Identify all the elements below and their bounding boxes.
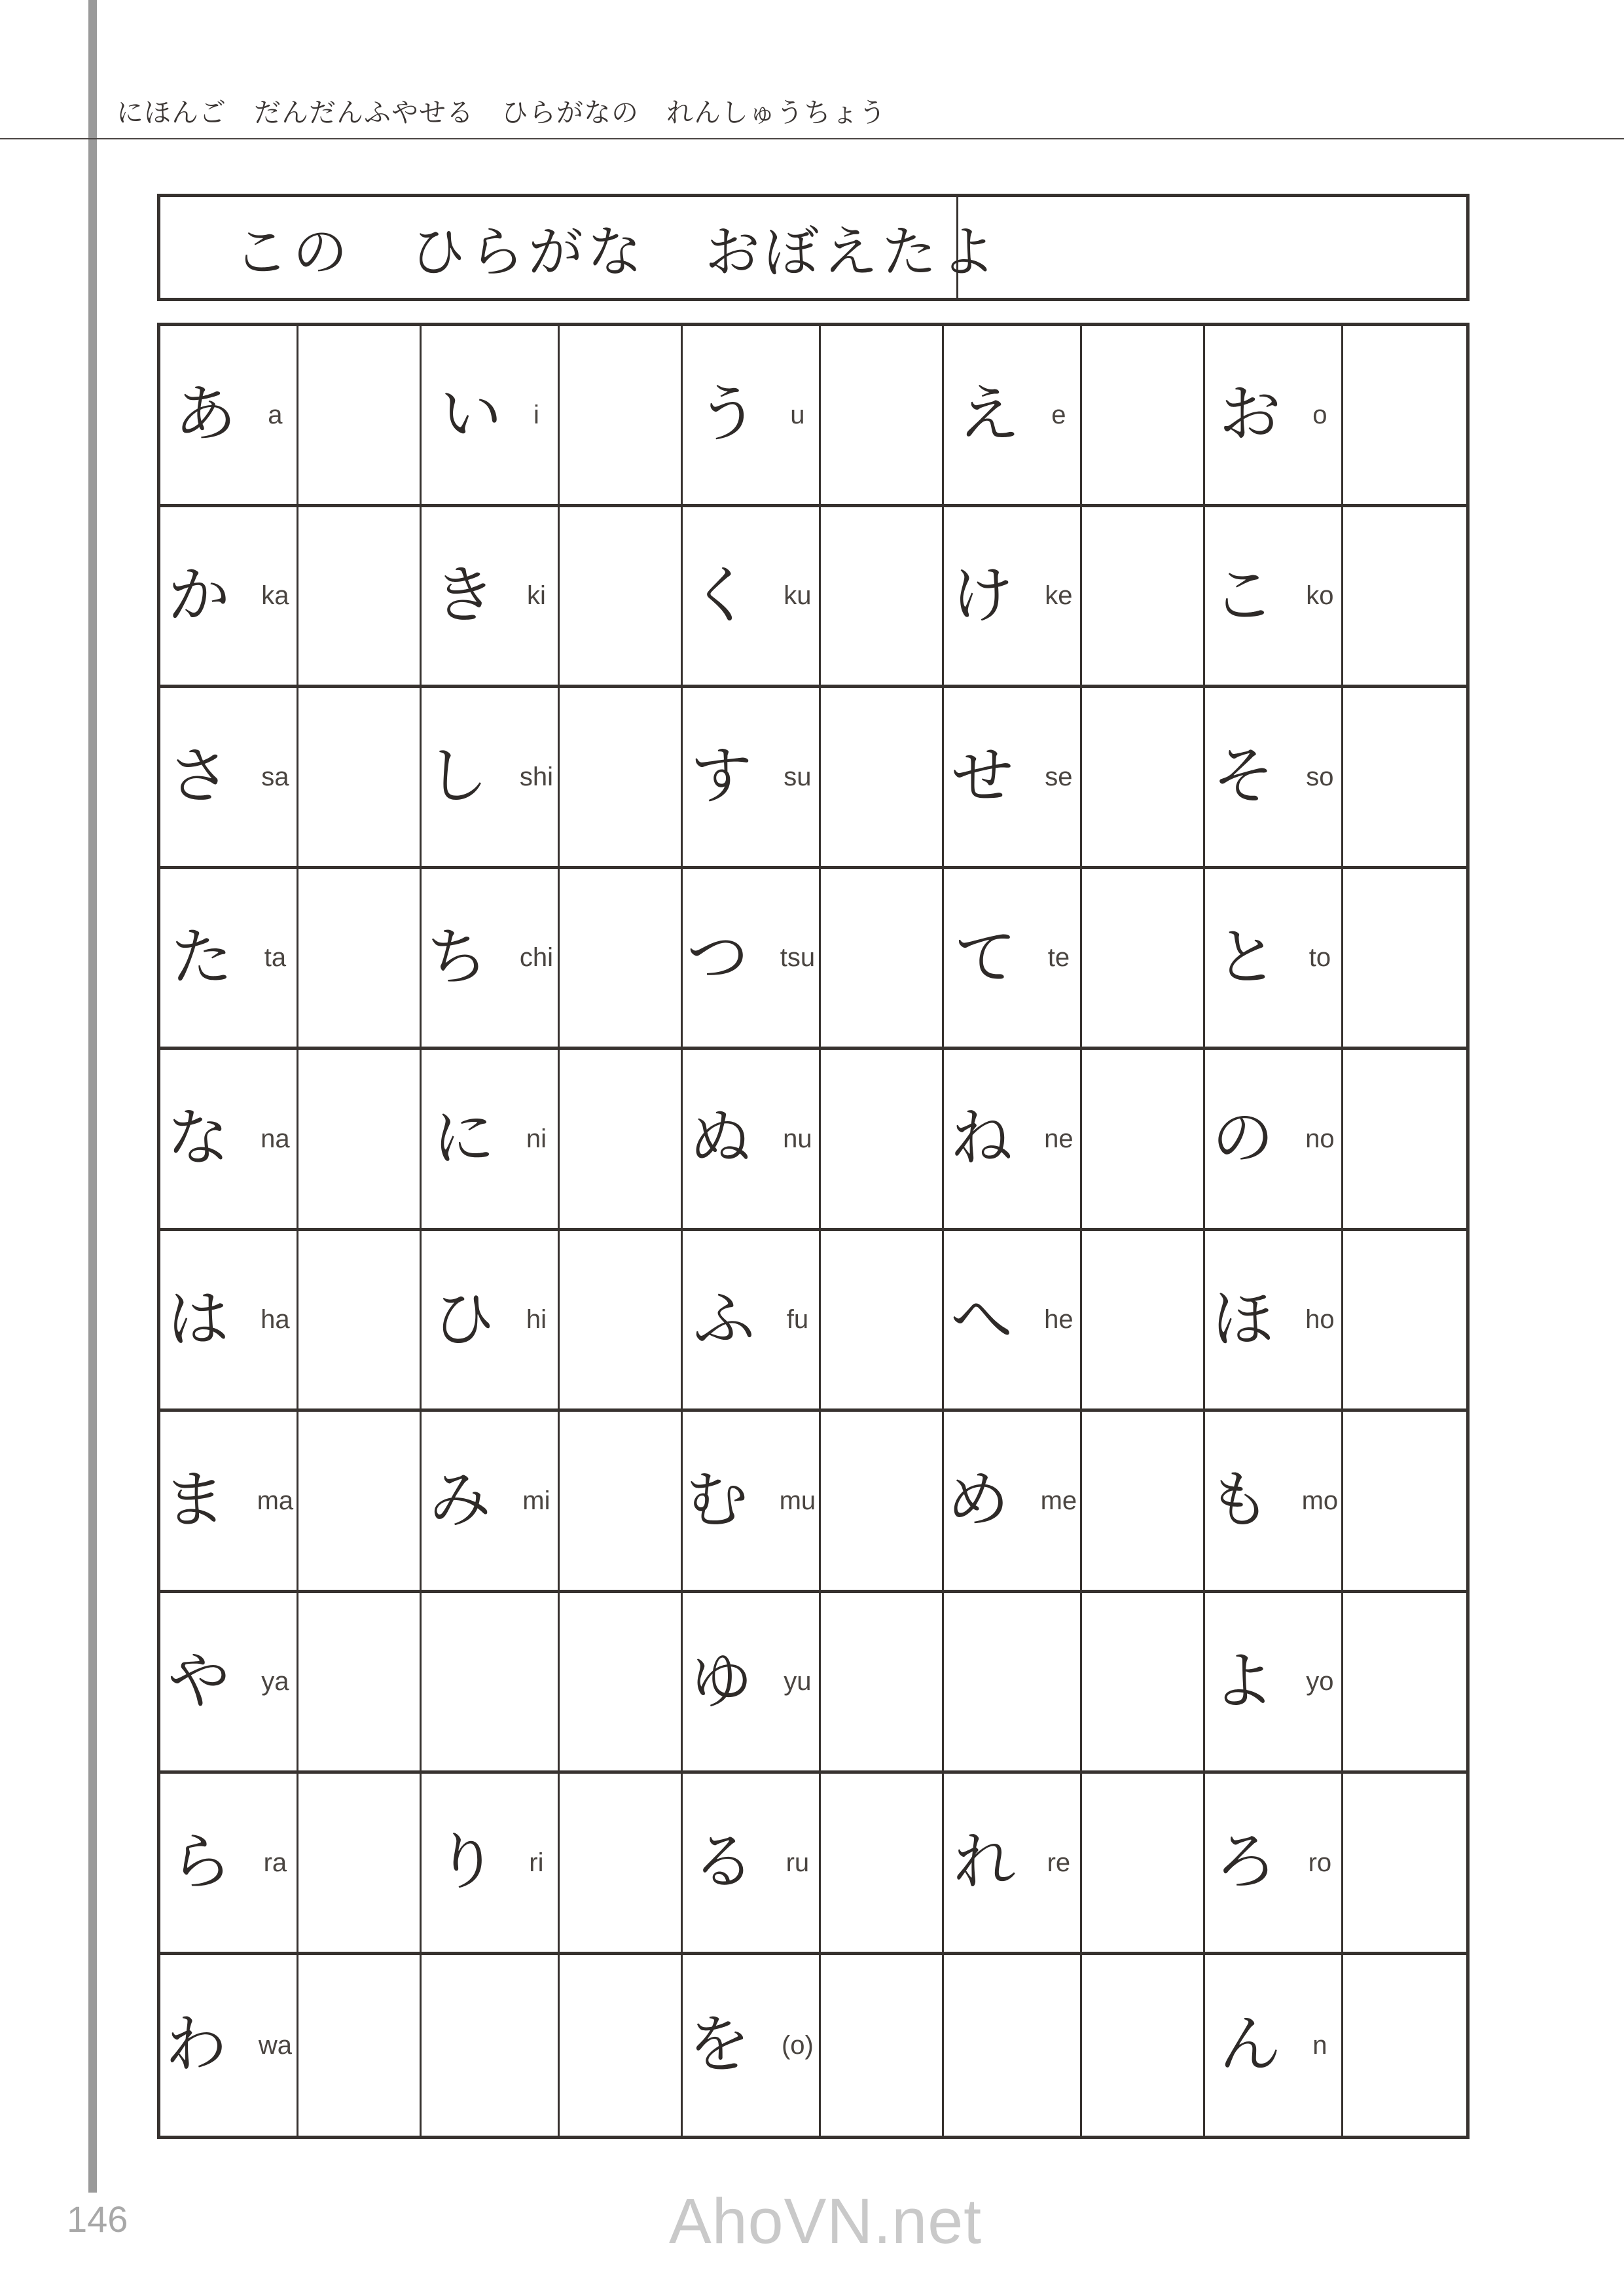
kana-cell	[683, 326, 821, 504]
kana-glyph: ろ	[1214, 1826, 1277, 1899]
romaji-label: ro	[1308, 1848, 1332, 1877]
kana-cell	[422, 1231, 560, 1409]
grid-row	[160, 1955, 1466, 2136]
romaji-label: o	[1312, 400, 1327, 429]
practice-cell	[560, 1955, 683, 2136]
practice-cell	[298, 869, 422, 1047]
kana-cell	[160, 1050, 298, 1228]
kana-cell	[944, 688, 1082, 866]
practice-cell	[1082, 869, 1205, 1047]
kana-cell	[160, 1955, 298, 2136]
kana-glyph: あ	[174, 378, 237, 451]
page-number: 146	[67, 2198, 128, 2240]
romaji-label: tsu	[780, 943, 816, 973]
kana-glyph: ほ	[1212, 1283, 1274, 1355]
kana-cell	[944, 326, 1082, 504]
kana-glyph: ぬ	[689, 1102, 752, 1175]
romaji-label: mo	[1301, 1486, 1339, 1515]
practice-cell	[298, 1412, 422, 1590]
romaji-label: ra	[263, 1848, 287, 1877]
kana-glyph: の	[1212, 1102, 1274, 1175]
practice-cell	[560, 326, 683, 504]
practice-cell	[1343, 1955, 1466, 2136]
practice-cell	[298, 1593, 422, 1771]
practice-cell	[560, 507, 683, 685]
kana-glyph: め	[947, 1464, 1009, 1537]
kana-cell	[683, 1774, 821, 1952]
grid-row	[160, 869, 1466, 1050]
kana-glyph: よ	[1212, 1645, 1275, 1717]
grid-row	[160, 507, 1466, 689]
romaji-label: ni	[526, 1124, 547, 1153]
kana-glyph: ふ	[693, 1283, 755, 1355]
practice-cell	[560, 1231, 683, 1409]
romaji-label: re	[1047, 1848, 1071, 1877]
romaji-label: ka	[261, 581, 289, 611]
practice-cell	[821, 507, 944, 685]
romaji-label: se	[1045, 762, 1073, 791]
kana-cell	[422, 869, 560, 1047]
romaji-label: chi	[519, 943, 553, 973]
romaji-label: yo	[1306, 1667, 1334, 1696]
romaji-label: ma	[257, 1486, 294, 1515]
kana-cell	[160, 688, 298, 866]
practice-cell	[1343, 869, 1466, 1047]
kana-glyph: る	[692, 1826, 755, 1899]
kana-cell	[160, 1412, 298, 1590]
romaji-label: na	[261, 1124, 290, 1153]
practice-cell	[821, 1774, 944, 1952]
practice-cell	[1082, 1050, 1205, 1228]
practice-cell	[821, 1593, 944, 1771]
romaji-label: fu	[786, 1305, 809, 1335]
romaji-label: he	[1044, 1305, 1074, 1335]
practice-cell	[1082, 1774, 1205, 1952]
kana-cell	[683, 688, 821, 866]
kana-glyph: り	[435, 1826, 498, 1899]
grid-row	[160, 326, 1466, 507]
left-margin-bar	[88, 0, 97, 2193]
kana-cell	[683, 1955, 821, 2136]
kana-cell	[160, 869, 298, 1047]
kana-glyph: ゆ	[690, 1645, 753, 1717]
romaji-label: ko	[1306, 581, 1334, 611]
romaji-label: yu	[784, 1667, 812, 1696]
kana-glyph: と	[1215, 921, 1278, 994]
empty-kana-cell	[422, 1955, 560, 2136]
header-divider-rule	[0, 138, 1624, 139]
kana-cell	[160, 1231, 298, 1409]
kana-cell	[422, 1774, 560, 1952]
kana-cell	[422, 507, 560, 685]
kana-cell	[160, 1593, 298, 1771]
kana-grid	[157, 323, 1470, 2139]
practice-cell	[560, 688, 683, 866]
kana-glyph: ら	[170, 1826, 232, 1899]
kana-glyph: た	[170, 921, 233, 994]
romaji-label: me	[1040, 1486, 1077, 1515]
kana-cell	[1205, 688, 1343, 866]
kana-glyph: ん	[1219, 2009, 1282, 2081]
kana-glyph: は	[167, 1283, 230, 1355]
kana-cell	[1205, 1050, 1343, 1228]
practice-cell	[821, 326, 944, 504]
romaji-label: su	[784, 762, 812, 791]
romaji-label: sa	[261, 762, 289, 791]
kana-cell	[1205, 1412, 1343, 1590]
practice-cell	[1082, 507, 1205, 685]
romaji-label: ri	[529, 1848, 544, 1877]
kana-cell	[422, 326, 560, 504]
practice-cell	[1082, 326, 1205, 504]
romaji-label: ta	[264, 943, 287, 973]
romaji-label: mu	[779, 1486, 816, 1515]
empty-kana-cell	[944, 1593, 1082, 1771]
grid-row	[160, 1593, 1466, 1774]
kana-cell	[1205, 507, 1343, 685]
practice-cell	[298, 507, 422, 685]
practice-cell	[821, 1955, 944, 2136]
kana-cell	[160, 507, 298, 685]
kana-glyph: に	[432, 1102, 495, 1175]
romaji-label: ha	[261, 1305, 290, 1335]
kana-glyph: ま	[163, 1464, 226, 1537]
practice-cell	[1082, 1231, 1205, 1409]
practice-cell	[821, 869, 944, 1047]
kana-glyph: へ	[950, 1283, 1013, 1355]
kana-cell	[1205, 1955, 1343, 2136]
kana-cell	[1205, 1231, 1343, 1409]
kana-glyph: ね	[950, 1102, 1013, 1175]
romaji-label: ku	[784, 581, 812, 611]
kana-cell	[422, 688, 560, 866]
romaji-label: ke	[1045, 581, 1073, 611]
kana-cell	[683, 507, 821, 685]
grid-row	[160, 1231, 1466, 1412]
practice-cell	[1343, 507, 1466, 685]
romaji-label: (o)	[781, 2030, 814, 2060]
romaji-label: ho	[1305, 1305, 1335, 1335]
kana-cell	[422, 1050, 560, 1228]
kana-glyph: け	[951, 559, 1014, 632]
kana-glyph: せ	[951, 740, 1014, 813]
practice-cell	[1082, 1593, 1205, 1771]
kana-cell	[1205, 1593, 1343, 1771]
practice-cell	[821, 1050, 944, 1228]
kana-cell	[1205, 326, 1343, 504]
romaji-label: so	[1306, 762, 1334, 791]
watermark: AhoVN.net	[669, 2185, 983, 2257]
romaji-label: to	[1308, 943, 1331, 973]
practice-cell	[560, 1593, 683, 1771]
kana-cell	[944, 1050, 1082, 1228]
practice-cell	[1343, 326, 1466, 504]
romaji-label: no	[1305, 1124, 1335, 1153]
kana-glyph: な	[167, 1102, 230, 1175]
practice-cell	[1343, 1774, 1466, 1952]
kana-glyph: き	[433, 559, 496, 632]
title-box-label: この ひらがな おぼえたよ	[234, 219, 1000, 284]
kana-glyph: こ	[1212, 559, 1275, 632]
kana-glyph: う	[696, 378, 759, 451]
kana-glyph: お	[1219, 378, 1282, 451]
grid-row	[160, 1050, 1466, 1231]
practice-cell	[1343, 688, 1466, 866]
practice-cell	[560, 869, 683, 1047]
practice-cell	[821, 688, 944, 866]
romaji-label: ya	[261, 1667, 289, 1696]
kana-glyph: ち	[425, 921, 488, 994]
kana-cell	[683, 1593, 821, 1771]
romaji-label: te	[1047, 943, 1070, 973]
kana-glyph: み	[429, 1464, 492, 1537]
kana-cell	[944, 1412, 1082, 1590]
kana-glyph: つ	[686, 921, 749, 994]
kana-cell	[944, 869, 1082, 1047]
practice-cell	[298, 688, 422, 866]
romaji-label: ne	[1044, 1124, 1074, 1153]
kana-cell	[683, 869, 821, 1047]
kana-cell	[160, 326, 298, 504]
kana-glyph: わ	[164, 2009, 227, 2081]
kana-cell	[160, 1774, 298, 1952]
romaji-label: nu	[783, 1124, 812, 1153]
romaji-label: mi	[522, 1486, 550, 1515]
kana-glyph: む	[685, 1464, 748, 1537]
romaji-label: ki	[526, 581, 546, 611]
practice-cell	[1343, 1412, 1466, 1590]
practice-cell	[560, 1050, 683, 1228]
kana-cell	[1205, 869, 1343, 1047]
practice-cell	[1082, 1955, 1205, 2136]
practice-cell	[1343, 1593, 1466, 1771]
kana-glyph: ひ	[432, 1283, 495, 1355]
kana-glyph: さ	[168, 740, 230, 813]
romaji-label: n	[1312, 2030, 1327, 2060]
romaji-label: u	[790, 400, 805, 429]
romaji-label: e	[1051, 400, 1066, 429]
kana-glyph: く	[690, 559, 753, 632]
practice-cell	[1343, 1050, 1466, 1228]
kana-glyph: か	[168, 559, 230, 632]
practice-cell	[298, 1955, 422, 2136]
practice-cell	[1343, 1231, 1466, 1409]
practice-cell	[1082, 688, 1205, 866]
romaji-label: shi	[519, 762, 553, 791]
kana-glyph: れ	[953, 1826, 1016, 1899]
grid-row	[160, 1774, 1466, 1955]
grid-row	[160, 688, 1466, 869]
kana-glyph: す	[690, 740, 753, 813]
kana-cell	[944, 507, 1082, 685]
kana-glyph: い	[439, 378, 502, 451]
practice-cell	[821, 1231, 944, 1409]
romaji-label: hi	[526, 1305, 547, 1335]
kana-cell	[683, 1231, 821, 1409]
title-box	[157, 194, 1470, 301]
kana-cell	[944, 1231, 1082, 1409]
kana-cell	[683, 1050, 821, 1228]
running-head: にほんご だんだんふやせる ひらがなの れんしゅうちょう	[117, 97, 886, 128]
kana-cell	[1205, 1774, 1343, 1952]
kana-cell	[422, 1412, 560, 1590]
romaji-label: a	[268, 400, 283, 429]
kana-glyph: を	[687, 2009, 750, 2081]
title-box-label-cell	[160, 197, 1000, 298]
empty-kana-cell	[944, 1955, 1082, 2136]
romaji-label: wa	[258, 2030, 292, 2060]
kana-cell	[683, 1412, 821, 1590]
practice-cell	[560, 1412, 683, 1590]
kana-cell	[944, 1774, 1082, 1952]
practice-cell	[821, 1412, 944, 1590]
practice-cell	[298, 1050, 422, 1228]
practice-cell	[298, 1231, 422, 1409]
kana-glyph: え	[958, 378, 1020, 451]
kana-glyph: し	[425, 740, 488, 813]
romaji-label: i	[533, 400, 539, 429]
practice-cell	[298, 326, 422, 504]
practice-cell	[560, 1774, 683, 1952]
empty-kana-cell	[422, 1593, 560, 1771]
kana-glyph: そ	[1212, 740, 1275, 813]
kana-glyph: や	[168, 1645, 230, 1717]
practice-cell	[1082, 1412, 1205, 1590]
romaji-label: ru	[785, 1848, 810, 1877]
practice-cell	[298, 1774, 422, 1952]
title-box-blank-cell	[958, 197, 1466, 298]
grid-row	[160, 1412, 1466, 1593]
kana-glyph: て	[954, 921, 1017, 994]
kana-glyph: も	[1208, 1464, 1271, 1537]
